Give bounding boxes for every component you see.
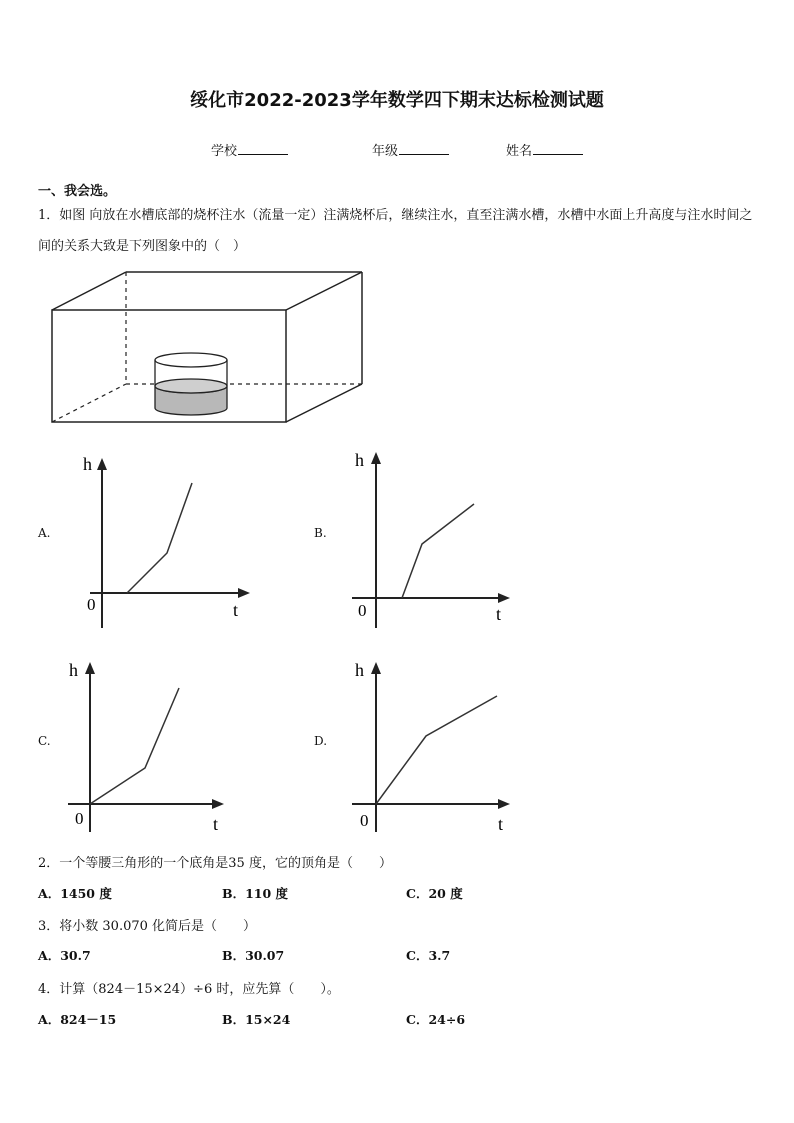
graph-d-y-label: h bbox=[355, 660, 364, 680]
graph-d-y-arrow bbox=[371, 662, 381, 674]
tank-edge bbox=[286, 272, 362, 310]
graph-c-x-label: t bbox=[213, 814, 219, 834]
graph-d-x-arrow bbox=[498, 799, 510, 809]
graph-d-origin: 0 bbox=[360, 811, 369, 830]
graph-c bbox=[66, 654, 246, 840]
grade-label: 年级 bbox=[372, 144, 399, 159]
graph-b-y-arrow bbox=[371, 452, 381, 464]
graph-b-y-label: h bbox=[355, 450, 364, 470]
option-c-label: C. bbox=[38, 734, 51, 748]
name-blank bbox=[533, 142, 583, 155]
graph-c-y-label: h bbox=[69, 660, 78, 680]
page-title: 绥化市2022-2023学年数学四下期末达标检测试题 bbox=[190, 90, 604, 111]
school-label: 学校 bbox=[211, 144, 238, 159]
graph-d-curve bbox=[376, 696, 497, 804]
section-heading: 一、我会选。 bbox=[38, 184, 117, 199]
graph-a-x-label: t bbox=[233, 600, 239, 620]
tank-hidden-edge bbox=[52, 384, 126, 422]
graph-d bbox=[352, 654, 532, 840]
tank-edge bbox=[52, 272, 126, 310]
graph-b-origin: 0 bbox=[358, 601, 367, 620]
q3-option-c: C．3.7 bbox=[406, 948, 451, 963]
graph-b-x-label: t bbox=[496, 604, 502, 624]
graph-b-x-arrow bbox=[498, 593, 510, 603]
graph-c-curve bbox=[90, 688, 179, 804]
graph-a-origin: 0 bbox=[87, 595, 96, 614]
graph-d-x-label: t bbox=[498, 814, 504, 834]
graph-b bbox=[352, 448, 532, 634]
option-b-label: B. bbox=[314, 526, 327, 540]
graph-c-y-arrow bbox=[85, 662, 95, 674]
graph-a-x-arrow bbox=[238, 588, 250, 598]
school-field bbox=[211, 140, 288, 159]
graph-a bbox=[78, 448, 258, 634]
school-blank bbox=[238, 142, 288, 155]
q4-option-c: C．24÷6 bbox=[406, 1012, 466, 1027]
question-3-text: 3．将小数 30.070 化简后是（ ） bbox=[38, 919, 257, 934]
q2-option-a: A．1450 度 bbox=[38, 886, 112, 901]
graph-a-y-arrow bbox=[97, 458, 107, 470]
graph-b-curve bbox=[402, 504, 474, 598]
q4-option-b: B．15×24 bbox=[222, 1012, 291, 1027]
option-a-label: A. bbox=[38, 526, 51, 540]
graph-a-y-label: h bbox=[83, 454, 92, 474]
question-4-text: 4．计算（824－15×24）÷6 时，应先算（ ）。 bbox=[38, 982, 340, 997]
grade-blank bbox=[399, 142, 449, 155]
graph-a-curve bbox=[127, 483, 192, 593]
grade-field bbox=[372, 140, 449, 159]
q4-option-a: A．824－15 bbox=[38, 1012, 117, 1027]
beaker bbox=[155, 353, 227, 415]
graph-c-x-arrow bbox=[212, 799, 224, 809]
name-label: 姓名 bbox=[506, 144, 533, 159]
name-field bbox=[506, 140, 583, 159]
water-tank-figure bbox=[48, 268, 368, 428]
q3-option-b: B．30.07 bbox=[222, 948, 285, 963]
question-2-text: 2．一个等腰三角形的一个底角是35 度，它的顶角是（ ） bbox=[38, 856, 392, 871]
question-1-text: 1．如图 向放在水槽底部的烧杯注水（流量一定）注满烧杯后，继续注水，直至注满水槽，水槽中水面上升高度与注水时间之间的关系大致是下列图象中的（ ） bbox=[38, 208, 753, 254]
q2-option-b: B．110 度 bbox=[222, 886, 289, 901]
q3-option-a: A．30.7 bbox=[38, 948, 91, 963]
q2-option-c: C．20 度 bbox=[406, 886, 463, 901]
tank-edge bbox=[286, 384, 362, 422]
graph-c-origin: 0 bbox=[75, 809, 84, 828]
option-d-label: D. bbox=[314, 734, 328, 748]
